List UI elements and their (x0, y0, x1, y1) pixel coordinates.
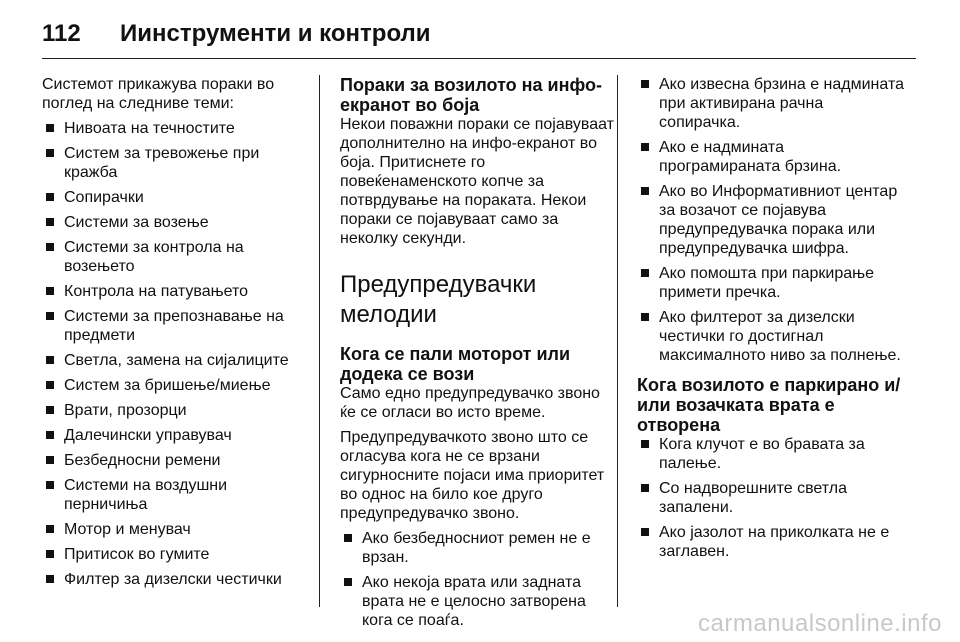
list-item (637, 308, 907, 365)
square-bullet-icon (344, 578, 352, 586)
square-bullet-icon (46, 575, 54, 583)
square-bullet-icon (641, 484, 649, 492)
list-item-text: Кога клучот е во бравата за палење. (659, 436, 865, 472)
intro-text: Системот прикажува пораки во поглед на следниве теми: (42, 76, 275, 112)
chime-conditions-list (340, 529, 615, 630)
section-heading-parked: Кога возилото е паркирано и/или возачката врата е отворена (637, 375, 901, 435)
list-item-text: Врати, прозорци (64, 402, 187, 419)
square-bullet-icon (641, 440, 649, 448)
list-item (42, 144, 312, 182)
parked-conditions-list (637, 435, 907, 561)
list-item (42, 451, 312, 470)
list-item (42, 376, 312, 395)
header-divider (42, 58, 916, 59)
column-2 (340, 75, 615, 636)
list-item (42, 570, 312, 589)
square-bullet-icon (46, 243, 54, 251)
list-item (42, 545, 312, 564)
square-bullet-icon (641, 313, 649, 321)
list-item (637, 75, 907, 132)
list-item-text: Системи за возење (64, 214, 209, 231)
square-bullet-icon (46, 481, 54, 489)
list-item (42, 476, 312, 514)
section-paragraph: Предупредувачкото звоно што се огласува кога не се врзани сигурносните појаси има приоритет во однос на било кое друго предупредувачко звоно. (340, 429, 605, 522)
list-item-text: Систем за тревожење при кражба (64, 145, 260, 181)
list-item-text: Системи за препознавање на предмети (64, 308, 284, 344)
list-item (637, 479, 907, 517)
list-item-text: Далечински управувач (64, 427, 232, 444)
square-bullet-icon (46, 431, 54, 439)
section-heading-engine-start: Кога се пали моторот или додека се вози (340, 344, 571, 384)
list-item (42, 282, 312, 301)
list-item-text: Ако некоја врата или задната врата не е целосно затворена кога се поаѓа. (362, 574, 586, 629)
page-header (42, 14, 914, 48)
list-item-text: Мотор и менувач (64, 521, 191, 538)
watermark: carmanualsonline.info (698, 610, 942, 637)
list-item (42, 401, 312, 420)
list-item-text: Ако е надмината програмираната брзина. (659, 139, 842, 175)
list-item (637, 182, 907, 258)
list-item-text: Системи на воздушни перничиња (64, 477, 228, 513)
list-item-text: Ако безбедносниот ремен не е врзан. (362, 530, 591, 566)
list-item (42, 307, 312, 345)
column-3 (637, 75, 907, 567)
list-item-text: Системи за контрола на возењето (64, 239, 244, 275)
square-bullet-icon (46, 456, 54, 464)
square-bullet-icon (641, 269, 649, 277)
column-divider-2 (617, 75, 618, 607)
list-item-text: Ако филтерот за дизелски честички го достигнал максималното ниво за полнење. (659, 309, 901, 364)
list-item-text: Ако помошта при паркирање примети пречка. (659, 265, 875, 301)
list-item (340, 573, 615, 630)
section-heading-info-display: Пораки за возилото на инфо-екранот во боја (340, 75, 602, 115)
column-1 (42, 75, 312, 595)
list-item-text: Ако извесна брзина е надмината при активирана рачна сопирачка. (659, 76, 904, 131)
chapter-heading-warning-chimes: Предупредувачки мелодии (340, 271, 537, 328)
list-item-text: Ако јазолот на приколката не е заглавен. (659, 524, 890, 560)
square-bullet-icon (46, 218, 54, 226)
list-item (637, 264, 907, 302)
square-bullet-icon (46, 356, 54, 364)
list-item (637, 435, 907, 473)
square-bullet-icon (641, 187, 649, 195)
list-item-text: Сопирачки (64, 189, 144, 206)
page-number: 112 (42, 20, 81, 47)
square-bullet-icon (641, 528, 649, 536)
list-item-text: Безбедносни ремени (64, 452, 221, 469)
list-item (42, 426, 312, 445)
square-bullet-icon (46, 525, 54, 533)
square-bullet-icon (46, 124, 54, 132)
square-bullet-icon (46, 149, 54, 157)
square-bullet-icon (46, 406, 54, 414)
column-divider-1 (319, 75, 320, 607)
list-item (42, 213, 312, 232)
square-bullet-icon (641, 143, 649, 151)
list-item-text: Ако во Информативниот центар за возачот се појавува предупредувачка порака или предупредувачка шифра. (659, 183, 898, 257)
list-item-text: Контрола на патувањето (64, 283, 249, 300)
list-item (42, 188, 312, 207)
list-item-text: Нивоата на течностите (64, 120, 235, 137)
square-bullet-icon (46, 550, 54, 558)
square-bullet-icon (641, 80, 649, 88)
list-item-text: Систем за бришење/миење (64, 377, 271, 394)
message-topics-list (42, 119, 312, 589)
list-item (340, 529, 615, 567)
list-item (42, 520, 312, 539)
list-item-text: Филтер за дизелски честички (64, 571, 282, 588)
square-bullet-icon (344, 534, 352, 542)
list-item (637, 523, 907, 561)
list-item (42, 119, 312, 138)
list-item (42, 238, 312, 276)
list-item (637, 138, 907, 176)
list-item-text: Со надворешните светла запалени. (659, 480, 847, 516)
page-title: Иинструменти и контроли (120, 20, 431, 47)
list-item (42, 351, 312, 370)
square-bullet-icon (46, 193, 54, 201)
chime-conditions-list-continued (637, 75, 907, 365)
list-item-text: Светла, замена на сијалиците (64, 352, 289, 369)
square-bullet-icon (46, 287, 54, 295)
section-paragraph: Некои поважни пораки се појавуваат дополнително на инфо-екранот во боја. Притиснете го повеќенаменското копче за потврдување на пораката. Некои пораки се појавуваат само за неколку секунди. (340, 116, 614, 247)
section-paragraph: Само едно предупредувачко звоно ќе се огласи во исто време. (340, 385, 600, 421)
square-bullet-icon (46, 312, 54, 320)
square-bullet-icon (46, 381, 54, 389)
list-item-text: Притисок во гумите (64, 546, 210, 563)
